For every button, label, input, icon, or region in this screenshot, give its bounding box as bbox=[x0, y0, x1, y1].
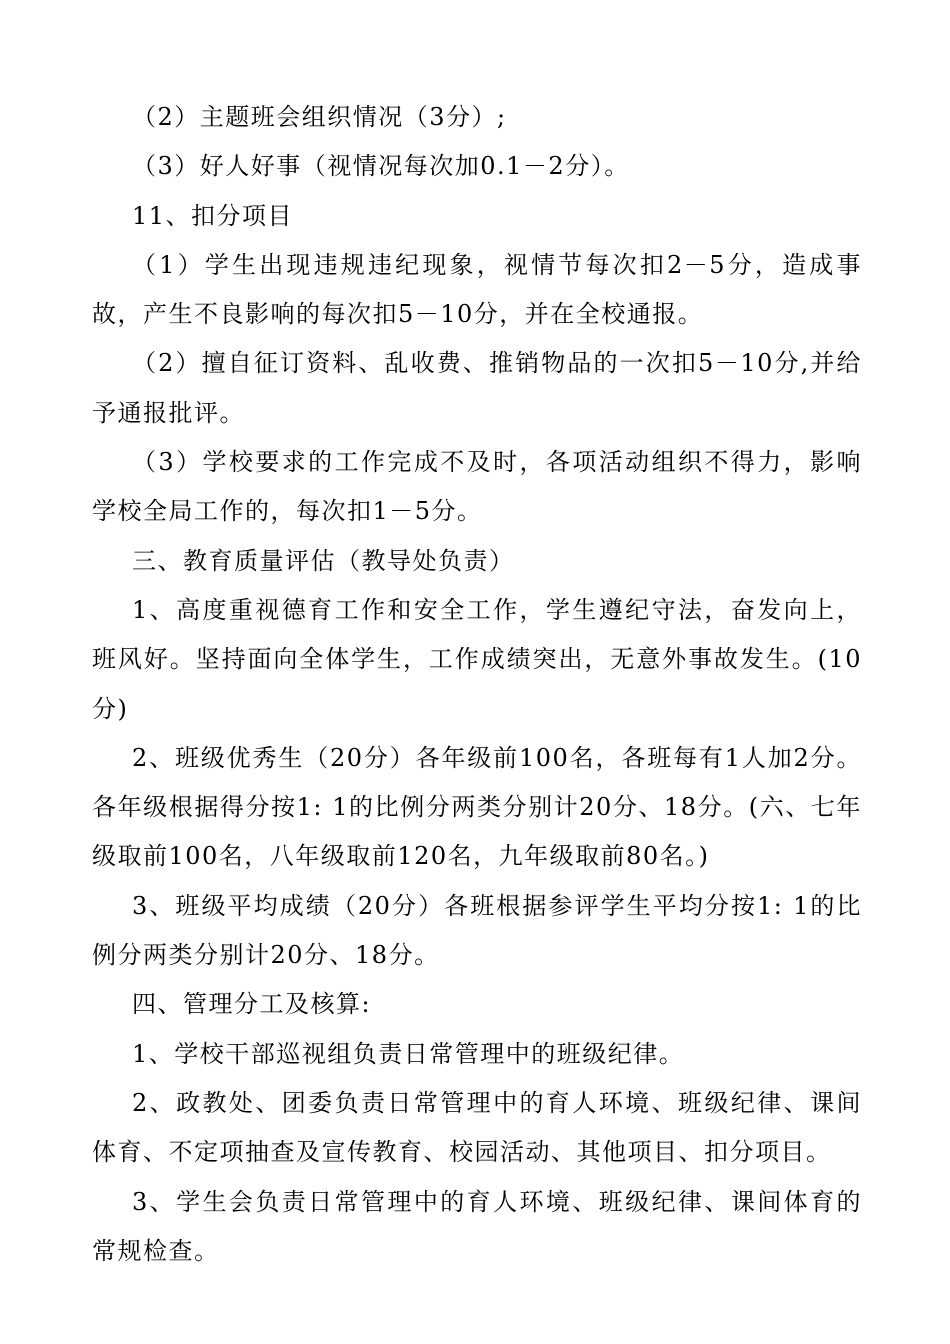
paragraph-management-2: 2、政教处、团委负责日常管理中的育人环境、班级纪律、课间体育、不定项抽查及宣传教育、校园活动、其他项目、扣分项目。 bbox=[92, 1088, 862, 1167]
paragraph-management-1: 1、学校干部巡视组负责日常管理中的班级纪律。 bbox=[132, 1039, 685, 1068]
paragraph-quality-3: 3、班级平均成绩（20分）各班根据参评学生平均分按1: 1的比例分两类分别计20分、18分。 bbox=[92, 891, 862, 970]
paragraph-deduction-1: （1）学生出现违规违纪现象，视情节每次扣2－5分，造成事故，产生不良影响的每次扣5－10分，并在全校通报。 bbox=[92, 250, 862, 329]
paragraph-quality-2: 2、班级优秀生（20分）各年级前100名，各班每有1人加2分。各年级根据得分按1: 1的比例分两类分别计20分、18分。(六、七年级取前100名，八年级取前120名，九年级取前80名。) bbox=[92, 743, 862, 871]
paragraph-item-2: （2）主题班会组织情况（3分）; bbox=[132, 103, 507, 131]
paragraph-deduction-3: （3）学校要求的工作完成不及时，各项活动组织不得力，影响学校全局工作的，每次扣1－5分。 bbox=[92, 448, 862, 526]
document-page bbox=[92, 93, 862, 1276]
paragraph-item-3: （3）好人好事（视情况每次加0.1－2分）。 bbox=[132, 152, 630, 181]
section-heading-4: 四、管理分工及核算: bbox=[132, 990, 372, 1019]
paragraph-quality-1: 1、高度重视德育工作和安全工作，学生遵纪守法，奋发向上，班风好。坚持面向全体学生，工作成绩突出，无意外事故发生。(10分) bbox=[92, 595, 862, 723]
paragraph-management-3: 3、学生会负责日常管理中的育人环境、班级纪律、课间体育的常规检查。 bbox=[92, 1187, 862, 1265]
section-heading-11: 11、扣分项目 bbox=[132, 201, 294, 230]
paragraph-deduction-2: （2）擅自征订资料、乱收费、推销物品的一次扣5－10分,并给予通报批评。 bbox=[92, 349, 862, 427]
section-heading-3: 三、教育质量评估（教导处负责） bbox=[132, 546, 515, 575]
